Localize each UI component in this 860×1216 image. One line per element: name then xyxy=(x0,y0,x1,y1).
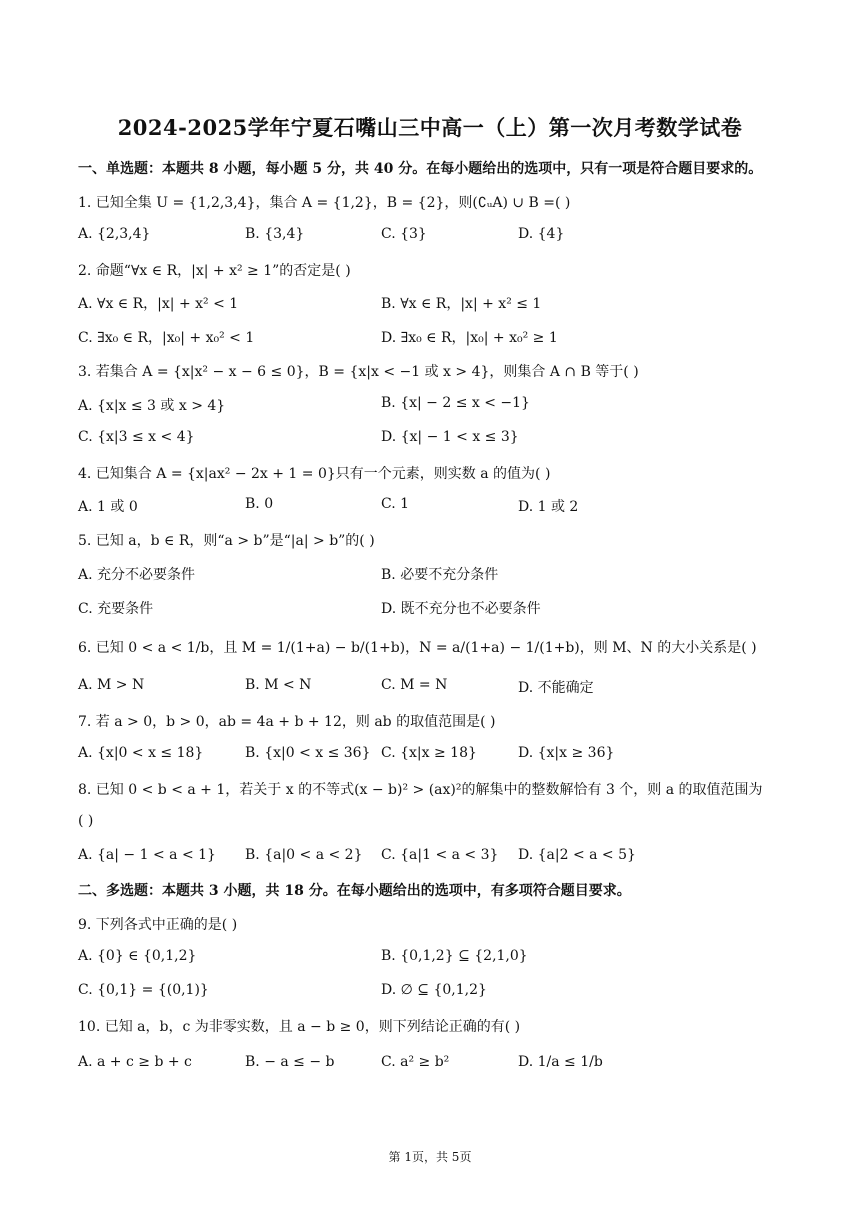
option-b: B. {0,1,2} ⊆ {2,1,0} xyxy=(381,948,528,964)
option-d: D. 不能确定 xyxy=(518,680,594,696)
option-d: D. 既不充分也不必要条件 xyxy=(381,601,541,617)
question-9-options-row1 xyxy=(78,948,798,970)
question-3-stem: 3. 若集合 A = {x|x² − x − 6 ≤ 0}，B = {x|x < −1 或 x > 4}，则集合 A ∩ B 等于( ) xyxy=(78,364,639,380)
option-a: A. {2,3,4} xyxy=(78,226,151,242)
question-1-options xyxy=(78,226,798,248)
option-c: C. {3} xyxy=(381,226,427,242)
question-5-options-row2 xyxy=(78,598,798,620)
option-c: C. {x|x ≥ 18} xyxy=(381,745,477,761)
exam-title: 2024-2025学年宁夏石嘴山三中高一（上）第一次月考数学试卷 xyxy=(117,115,743,140)
question-7-stem: 7. 若 a > 0，b > 0，ab = 4a + b + 12，则 ab 的取值范围是( ) xyxy=(78,714,496,730)
option-a: A. {0} ∈ {0,1,2} xyxy=(78,948,197,964)
option-a: A. 1 或 0 xyxy=(78,499,138,515)
section-multi-choice-header: 二、多选题：本题共 3 小题，共 18 分。在每小题给出的选项中，有多项符合题目要求。 xyxy=(78,883,631,899)
option-b: B. {x|0 < x ≤ 36} xyxy=(245,745,371,761)
question-10-options xyxy=(78,1054,798,1076)
section-single-choice-header: 一、单选题：本题共 8 小题，每小题 5 分，共 40 分。在每小题给出的选项中，只有一项是符合题目要求的。 xyxy=(78,161,763,177)
option-d: D. ∃x₀ ∈ R，|x₀| + x₀² ≥ 1 xyxy=(381,330,558,346)
option-c: C. a² ≥ b² xyxy=(381,1054,450,1070)
question-8-stem-cont: ( ) xyxy=(78,813,94,829)
option-a: A. 充分不必要条件 xyxy=(78,567,196,583)
option-c: C. M = N xyxy=(381,677,448,693)
question-2-options-row1 xyxy=(78,293,798,315)
option-b: B. {a|0 < a < 2} xyxy=(245,847,363,863)
option-d: D. {x| − 1 < x ≤ 3} xyxy=(381,429,519,445)
question-4-options xyxy=(78,496,798,518)
option-c: C. ∃x₀ ∈ R，|x₀| + x₀² < 1 xyxy=(78,330,255,346)
question-5-options-row1 xyxy=(78,564,798,586)
option-d: D. 1 或 2 xyxy=(518,499,579,515)
question-2-stem: 2. 命题“∀x ∈ R，|x| + x² ≥ 1”的否定是( ) xyxy=(78,263,351,279)
question-2-options-row2 xyxy=(78,327,798,349)
option-a: A. {x|x ≤ 3 或 x > 4} xyxy=(78,398,226,414)
option-c: C. {x|3 ≤ x < 4} xyxy=(78,429,195,445)
option-d: D. {4} xyxy=(518,226,565,242)
option-d: D. {x|x ≥ 36} xyxy=(518,745,615,761)
question-6-options xyxy=(78,677,798,699)
option-d: D. ∅ ⊆ {0,1,2} xyxy=(381,982,487,998)
question-7-options xyxy=(78,745,798,767)
question-5-stem: 5. 已知 a，b ∈ R，则“a > b”是“|a| > b”的( ) xyxy=(78,533,375,549)
option-b: B. 0 xyxy=(245,496,274,512)
option-a: A. {x|0 < x ≤ 18} xyxy=(78,745,204,761)
option-b: B. 必要不充分条件 xyxy=(381,567,499,583)
option-c: C. 1 xyxy=(381,496,410,512)
option-a: A. M > N xyxy=(78,677,145,693)
option-a: A. {a| − 1 < a < 1} xyxy=(78,847,216,863)
option-b: B. ∀x ∈ R，|x| + x² ≤ 1 xyxy=(381,296,542,312)
option-d: D. 1/a ≤ 1/b xyxy=(518,1054,603,1070)
option-a: A. ∀x ∈ R，|x| + x² < 1 xyxy=(78,296,239,312)
option-b: B. − a ≤ − b xyxy=(245,1054,335,1070)
question-4-stem: 4. 已知集合 A = {x|ax² − 2x + 1 = 0}只有一个元素，则实数 a 的值为( ) xyxy=(78,466,551,482)
question-9-options-row2 xyxy=(78,982,798,1004)
option-b: B. M < N xyxy=(245,677,312,693)
option-c: C. 充要条件 xyxy=(78,601,154,617)
page-footer: 第 1页，共 5页 xyxy=(388,1150,472,1164)
question-8-options xyxy=(78,847,798,869)
option-d: D. {a|2 < a < 5} xyxy=(518,847,636,863)
question-6-stem: 6. 已知 0 < a < 1/b，且 M = 1/(1+a) − b/(1+b)，N = a/(1+a) − 1/(1+b)，则 M、N 的大小关系是( ) xyxy=(78,640,757,656)
question-3-options-row1 xyxy=(78,395,798,417)
option-b: B. {x| − 2 ≤ x < −1} xyxy=(381,395,530,411)
question-3-options-row2 xyxy=(78,429,798,451)
option-b: B. {3,4} xyxy=(245,226,305,242)
question-8-stem: 8. 已知 0 < b < a + 1，若关于 x 的不等式(x − b)² > (ax)²的解集中的整数解恰有 3 个，则 a 的取值范围为 xyxy=(78,782,763,798)
option-c: C. {a|1 < a < 3} xyxy=(381,847,499,863)
question-9-stem: 9. 下列各式中正确的是( ) xyxy=(78,917,238,933)
question-10-stem: 10. 已知 a，b，c 为非零实数，且 a − b ≥ 0，则下列结论正确的有( ) xyxy=(78,1019,521,1035)
question-1-stem: 1. 已知全集 U = {1,2,3,4}，集合 A = {1,2}，B = {2}，则(∁ᵤA) ∪ B =( ) xyxy=(78,195,571,211)
option-c: C. {0,1} = {(0,1)} xyxy=(78,982,209,998)
option-a: A. a + c ≥ b + c xyxy=(78,1054,192,1070)
